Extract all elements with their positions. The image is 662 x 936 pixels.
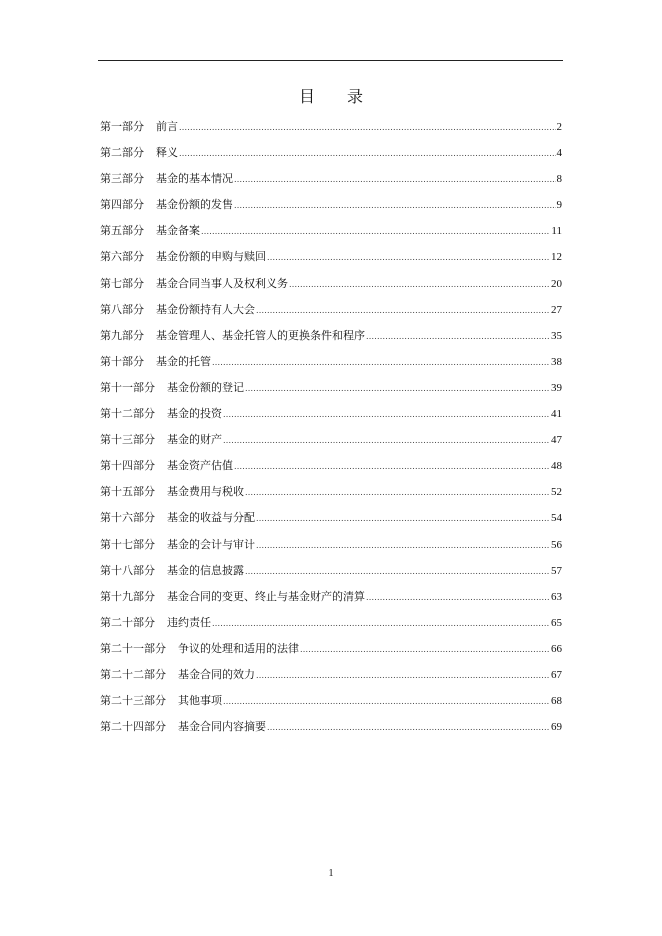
toc-entry-leader xyxy=(212,614,550,634)
toc-entry[interactable] xyxy=(100,665,562,691)
toc-entry[interactable] xyxy=(100,274,562,300)
toc-entry-heading: 基金资产估值 xyxy=(167,459,233,473)
toc-entry-leader xyxy=(245,379,550,399)
toc-entry-leader xyxy=(234,196,556,216)
toc-entry-heading: 基金管理人、基金托管人的更换条件和程序 xyxy=(156,328,365,342)
toc-entry-heading: 基金费用与税收 xyxy=(167,485,244,499)
toc-entry-leader xyxy=(245,483,550,503)
toc-entry-part: 第十四部分 xyxy=(100,459,155,473)
toc-entry-page: 63 xyxy=(551,590,562,603)
toc-entry-part: 第六部分 xyxy=(100,250,144,264)
toc-entry-part: 第十五部分 xyxy=(100,485,155,499)
header-rule xyxy=(98,60,563,61)
toc-entry-leader xyxy=(366,588,550,608)
toc-entry-leader xyxy=(223,431,550,451)
table-of-contents xyxy=(100,117,562,743)
toc-entry-part: 第二十部分 xyxy=(100,615,155,629)
toc-entry-heading: 违约责任 xyxy=(167,615,211,629)
toc-entry-page: 9 xyxy=(556,199,562,212)
toc-entry-page: 35 xyxy=(551,329,562,342)
toc-entry-page: 52 xyxy=(551,486,562,499)
toc-entry-heading: 基金的会计与审计 xyxy=(167,537,255,551)
toc-entry-page: 8 xyxy=(556,173,562,186)
toc-entry[interactable] xyxy=(100,613,562,639)
toc-entry-heading: 基金合同的变更、终止与基金财产的清算 xyxy=(167,589,365,603)
toc-entry-heading: 基金的投资 xyxy=(167,407,222,421)
toc-entry[interactable] xyxy=(100,587,562,613)
toc-entry-leader xyxy=(234,170,556,190)
toc-entry-heading: 基金合同当事人及权利义务 xyxy=(156,276,288,290)
toc-entry-part: 第十七部分 xyxy=(100,537,155,551)
toc-entry-page: 38 xyxy=(551,355,562,368)
toc-entry[interactable] xyxy=(100,326,562,352)
toc-entry-page: 67 xyxy=(551,668,562,681)
toc-entry-part: 第二十四部分 xyxy=(100,720,166,734)
toc-entry-leader xyxy=(179,118,556,138)
toc-entry[interactable] xyxy=(100,691,562,717)
toc-entry-leader xyxy=(300,640,550,660)
toc-entry-leader xyxy=(267,718,550,738)
toc-entry-part: 第二十一部分 xyxy=(100,641,166,655)
toc-entry-page: 65 xyxy=(551,616,562,629)
toc-entry-heading: 基金份额持有人大会 xyxy=(156,302,255,316)
toc-entry[interactable] xyxy=(100,535,562,561)
toc-entry-heading: 其他事项 xyxy=(178,694,222,708)
toc-entry-page: 54 xyxy=(551,512,562,525)
toc-entry[interactable] xyxy=(100,639,562,665)
toc-entry[interactable] xyxy=(100,221,562,247)
toc-entry-leader xyxy=(366,327,550,347)
toc-entry[interactable] xyxy=(100,430,562,456)
toc-entry-part: 第八部分 xyxy=(100,302,144,316)
toc-entry-heading: 基金份额的申购与赎回 xyxy=(156,250,266,264)
toc-entry[interactable] xyxy=(100,352,562,378)
toc-entry-page: 41 xyxy=(551,408,562,421)
toc-entry[interactable] xyxy=(100,561,562,587)
toc-entry-page: 20 xyxy=(551,277,562,290)
toc-entry-page: 68 xyxy=(551,695,562,708)
toc-entry-part: 第三部分 xyxy=(100,172,144,186)
toc-entry-part: 第二部分 xyxy=(100,146,144,160)
toc-entry-heading: 基金的财产 xyxy=(167,433,222,447)
toc-entry-part: 第四部分 xyxy=(100,198,144,212)
toc-entry[interactable] xyxy=(100,300,562,326)
toc-entry-leader xyxy=(256,666,550,686)
toc-entry-page: 47 xyxy=(551,434,562,447)
toc-entry-heading: 基金合同内容摘要 xyxy=(178,720,266,734)
toc-entry-heading: 基金的基本情况 xyxy=(156,172,233,186)
toc-entry-heading: 基金的托管 xyxy=(156,354,211,368)
toc-entry-part: 第五部分 xyxy=(100,224,144,238)
toc-entry-page: 2 xyxy=(556,121,562,133)
toc-entry-leader xyxy=(223,692,550,712)
toc-entry-page: 48 xyxy=(551,460,562,473)
toc-entry-page: 39 xyxy=(551,381,562,394)
toc-entry-leader xyxy=(234,457,550,477)
toc-entry-part: 第二十二部分 xyxy=(100,667,166,681)
toc-entry-part: 第十一部分 xyxy=(100,380,155,394)
toc-entry-part: 第一部分 xyxy=(100,120,144,133)
toc-entry[interactable] xyxy=(100,247,562,273)
toc-entry-leader xyxy=(212,353,550,373)
toc-entry[interactable] xyxy=(100,117,562,143)
toc-entry-leader xyxy=(179,144,556,164)
toc-entry-part: 第十八部分 xyxy=(100,563,155,577)
toc-entry-leader xyxy=(245,562,550,582)
toc-entry-heading: 基金份额的登记 xyxy=(167,380,244,394)
toc-entry-page: 69 xyxy=(551,721,562,734)
toc-entry-page: 11 xyxy=(551,225,562,238)
toc-entry-leader xyxy=(267,248,550,268)
toc-entry-page: 56 xyxy=(551,538,562,551)
toc-entry[interactable] xyxy=(100,456,562,482)
toc-entry-heading: 基金的信息披露 xyxy=(167,563,244,577)
toc-entry-heading: 基金的收益与分配 xyxy=(167,511,255,525)
toc-entry-part: 第七部分 xyxy=(100,276,144,290)
toc-entry[interactable] xyxy=(100,404,562,430)
toc-entry-part: 第十二部分 xyxy=(100,407,155,421)
page-number: 1 xyxy=(328,868,334,879)
toc-entry-heading: 基金合同的效力 xyxy=(178,667,255,681)
toc-entry-page: 27 xyxy=(551,303,562,316)
toc-entry-page: 12 xyxy=(551,251,562,264)
toc-entry-part: 第十六部分 xyxy=(100,511,155,525)
toc-entry[interactable] xyxy=(100,143,562,169)
toc-entry-part: 第十九部分 xyxy=(100,589,155,603)
toc-entry-page: 66 xyxy=(551,642,562,655)
toc-entry-part: 第二十三部分 xyxy=(100,694,166,708)
toc-entry-leader xyxy=(256,301,550,321)
toc-entry-page: 4 xyxy=(556,147,562,160)
toc-entry-part: 第十三部分 xyxy=(100,433,155,447)
toc-entry[interactable] xyxy=(100,482,562,508)
toc-entry[interactable] xyxy=(100,195,562,221)
toc-entry-heading: 释义 xyxy=(156,146,178,160)
toc-entry-leader xyxy=(256,536,550,556)
toc-entry-heading: 基金备案 xyxy=(156,224,200,238)
toc-entry[interactable] xyxy=(100,169,562,195)
toc-entry-heading: 基金份额的发售 xyxy=(156,198,233,212)
toc-entry[interactable] xyxy=(100,717,562,743)
toc-entry-leader xyxy=(256,509,550,529)
toc-entry-heading: 争议的处理和适用的法律 xyxy=(178,641,299,655)
toc-entry[interactable] xyxy=(100,378,562,404)
toc-title: 目 录 xyxy=(298,87,363,106)
toc-entry-heading: 前言 xyxy=(156,120,178,133)
toc-entry-part: 第十部分 xyxy=(100,354,144,368)
toc-entry-leader xyxy=(201,222,550,242)
toc-entry-leader xyxy=(223,405,550,425)
toc-entry-page: 57 xyxy=(551,564,562,577)
toc-entry-part: 第九部分 xyxy=(100,328,144,342)
toc-entry[interactable] xyxy=(100,508,562,534)
toc-entry-leader xyxy=(289,275,550,295)
